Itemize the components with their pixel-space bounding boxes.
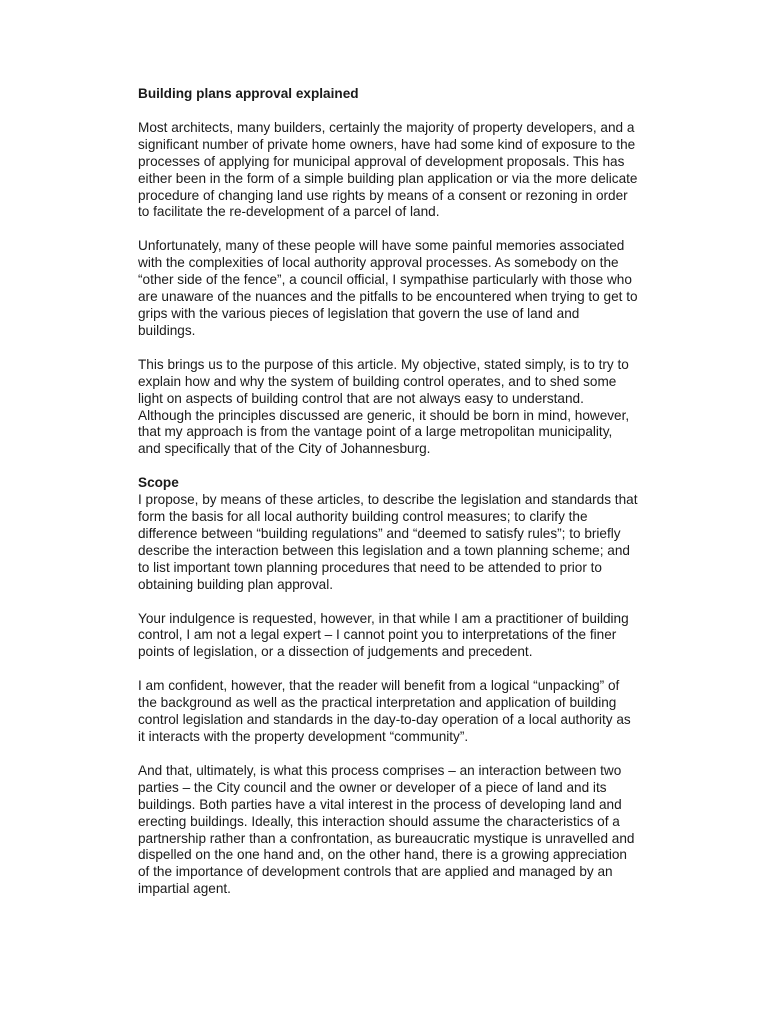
- article-body: [138, 86, 638, 915]
- scope-paragraph-1: I propose, by means of these articles, to describe the legislation and standards that form the basis for all local authority building control measures; to clarify the difference between “building regulations” and “deemed to satisfy rules”; to briefly describe the interaction between this legislation and a town planning scheme; and to list important town planning procedures that need to be attended to prior to obtaining building plan approval.: [138, 492, 638, 592]
- intro-paragraph-2: Unfortunately, many of these people will have some painful memories associated with the complexities of local authority approval processes. As somebody on the “other side of the fence”, a council official, I sympathise particularly with those who are unaware of the nuances and the pitfalls to be encountered when trying to get to grips with the various pieces of legislation that govern the use of land and buildings.: [138, 238, 638, 338]
- intro-paragraph-1: Most architects, many builders, certainly the majority of property developers, and a significant number of private home owners, have had some kind of exposure to the processes of applying for municipal approval of development proposals. This has either been in the form of a simple building plan application or via the more delicate procedure of changing land use rights by means of a consent or rezoning in order to facilitate the re-development of a parcel of land.: [138, 119, 638, 220]
- document-title: Building plans approval explained: [138, 86, 359, 101]
- scope-heading: Scope: [138, 475, 179, 491]
- intro-paragraph-3: This brings us to the purpose of this article. My objective, stated simply, is to try to explain how and why the system of building control operates, and to shed some light on aspects of building control that are not always easy to understand. Although the principles discussed are generic, it should be born in mind, however, that my approach is from the vantage point of a large metropolitan municipality, and specifically that of the City of Johannesburg.: [138, 356, 630, 457]
- scope-paragraph-3: I am confident, however, that the reader will benefit from a logical “unpacking” of the background as well as the practical interpretation and application of building control legislation and standards in the day-to-day operation of a local authority as it interacts with the property development “community”.: [138, 678, 631, 744]
- scope-paragraph-4: And that, ultimately, is what this process comprises – an interaction between two parties – the City council and the owner or developer of a piece of land and its buildings. Both parties have a vital interest in the process of developing land and erecting buildings. Ideally, this interaction should assume the characteristics of a partnership rather than a confrontation, as bureaucratic mystique is unravelled and dispelled on the one hand and, on the other hand, there is a growing appreciation of the importance of development controls that are applied and managed by an impartial agent.: [138, 762, 635, 897]
- scope-paragraph-2: Your indulgence is requested, however, in that while I am a practitioner of building control, I am not a legal expert – I cannot point you to interpretations of the finer points of legislation, or a dissection of judgements and precedent.: [138, 610, 629, 660]
